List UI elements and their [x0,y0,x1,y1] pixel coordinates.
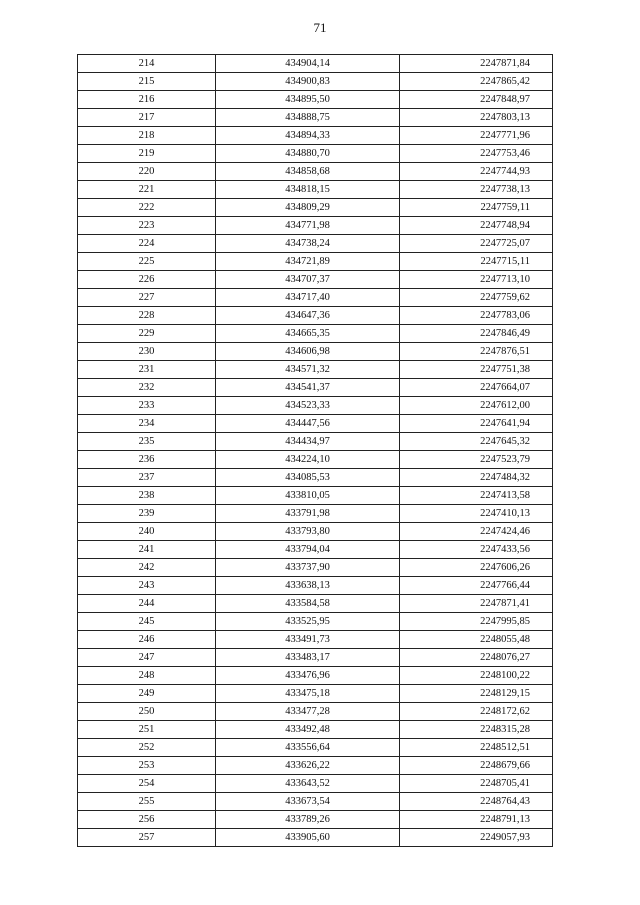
x-coordinate-cell: 433584,58 [216,595,400,613]
point-number-cell: 247 [78,649,216,667]
point-number-cell: 249 [78,685,216,703]
table-row [78,379,553,397]
x-coordinate-cell: 433491,73 [216,631,400,649]
point-number-cell: 229 [78,325,216,343]
x-coordinate-cell: 434809,29 [216,199,400,217]
x-coordinate-cell: 434571,32 [216,361,400,379]
point-number-cell: 236 [78,451,216,469]
table-row [78,397,553,415]
table-row [78,487,553,505]
y-coordinate-cell: 2248129,15 [400,685,553,703]
point-number-cell: 237 [78,469,216,487]
y-coordinate-cell: 2247748,94 [400,217,553,235]
point-number-cell: 224 [78,235,216,253]
table-row [78,685,553,703]
x-coordinate-cell: 433483,17 [216,649,400,667]
x-coordinate-cell: 434717,40 [216,289,400,307]
x-coordinate-cell: 434880,70 [216,145,400,163]
y-coordinate-cell: 2247848,97 [400,91,553,109]
y-coordinate-cell: 2247744,93 [400,163,553,181]
table-row [78,127,553,145]
y-coordinate-cell: 2247738,13 [400,181,553,199]
x-coordinate-cell: 434434,97 [216,433,400,451]
y-coordinate-cell: 2248764,43 [400,793,553,811]
y-coordinate-cell: 2248512,51 [400,739,553,757]
point-number-cell: 231 [78,361,216,379]
table-row [78,271,553,289]
table-row [78,811,553,829]
table-row [78,775,553,793]
y-coordinate-cell: 2247876,51 [400,343,553,361]
y-coordinate-cell: 2247766,44 [400,577,553,595]
page-number: 71 [313,20,327,35]
point-number-cell: 248 [78,667,216,685]
x-coordinate-cell: 433556,64 [216,739,400,757]
x-coordinate-cell: 434900,83 [216,73,400,91]
point-number-cell: 233 [78,397,216,415]
y-coordinate-cell: 2247410,13 [400,505,553,523]
x-coordinate-cell: 433789,26 [216,811,400,829]
y-coordinate-cell: 2248055,48 [400,631,553,649]
y-coordinate-cell: 2247871,41 [400,595,553,613]
point-number-cell: 230 [78,343,216,361]
point-number-cell: 254 [78,775,216,793]
x-coordinate-cell: 433793,80 [216,523,400,541]
table-row [78,325,553,343]
table-row [78,577,553,595]
table-row [78,199,553,217]
table-row [78,163,553,181]
x-coordinate-cell: 434894,33 [216,127,400,145]
table-row [78,649,553,667]
point-number-cell: 250 [78,703,216,721]
x-coordinate-cell: 434818,15 [216,181,400,199]
y-coordinate-cell: 2247871,84 [400,55,553,73]
point-number-cell: 251 [78,721,216,739]
y-coordinate-cell: 2247612,00 [400,397,553,415]
x-coordinate-cell: 433643,52 [216,775,400,793]
table-row [78,253,553,271]
x-coordinate-cell: 433525,95 [216,613,400,631]
table-row [78,595,553,613]
y-coordinate-cell: 2247715,11 [400,253,553,271]
table-row [78,721,553,739]
table-row [78,217,553,235]
table-row [78,703,553,721]
x-coordinate-cell: 433810,05 [216,487,400,505]
x-coordinate-cell: 433737,90 [216,559,400,577]
coordinates-table-body [78,55,553,847]
y-coordinate-cell: 2248705,41 [400,775,553,793]
x-coordinate-cell: 433791,98 [216,505,400,523]
table-row [78,181,553,199]
y-coordinate-cell: 2247664,07 [400,379,553,397]
point-number-cell: 222 [78,199,216,217]
x-coordinate-cell: 433476,96 [216,667,400,685]
point-number-cell: 235 [78,433,216,451]
point-number-cell: 241 [78,541,216,559]
point-number-cell: 246 [78,631,216,649]
y-coordinate-cell: 2248172,62 [400,703,553,721]
point-number-cell: 228 [78,307,216,325]
point-number-cell: 238 [78,487,216,505]
x-coordinate-cell: 434647,36 [216,307,400,325]
point-number-cell: 245 [78,613,216,631]
point-number-cell: 239 [78,505,216,523]
point-number-cell: 227 [78,289,216,307]
point-number-cell: 244 [78,595,216,613]
y-coordinate-cell: 2247846,49 [400,325,553,343]
point-number-cell: 242 [78,559,216,577]
point-number-cell: 257 [78,829,216,847]
x-coordinate-cell: 434721,89 [216,253,400,271]
x-coordinate-cell: 433477,28 [216,703,400,721]
x-coordinate-cell: 434888,75 [216,109,400,127]
x-coordinate-cell: 434707,37 [216,271,400,289]
y-coordinate-cell: 2247759,62 [400,289,553,307]
x-coordinate-cell: 433475,18 [216,685,400,703]
table-row [78,613,553,631]
y-coordinate-cell: 2247753,46 [400,145,553,163]
point-number-cell: 218 [78,127,216,145]
x-coordinate-cell: 434895,50 [216,91,400,109]
y-coordinate-cell: 2247759,11 [400,199,553,217]
x-coordinate-cell: 433905,60 [216,829,400,847]
table-row [78,415,553,433]
point-number-cell: 243 [78,577,216,595]
x-coordinate-cell: 434523,33 [216,397,400,415]
table-row [78,559,553,577]
point-number-cell: 216 [78,91,216,109]
x-coordinate-cell: 433638,13 [216,577,400,595]
x-coordinate-cell: 434606,98 [216,343,400,361]
point-number-cell: 232 [78,379,216,397]
table-row [78,91,553,109]
x-coordinate-cell: 433492,48 [216,721,400,739]
table-row [78,235,553,253]
y-coordinate-cell: 2248076,27 [400,649,553,667]
x-coordinate-cell: 434085,53 [216,469,400,487]
table-row [78,505,553,523]
point-number-cell: 215 [78,73,216,91]
x-coordinate-cell: 434541,37 [216,379,400,397]
table-row [78,361,553,379]
table-row [78,541,553,559]
y-coordinate-cell: 2247995,85 [400,613,553,631]
table-row [78,739,553,757]
y-coordinate-cell: 2247641,94 [400,415,553,433]
y-coordinate-cell: 2248791,13 [400,811,553,829]
coordinates-table [77,54,553,847]
table-row [78,433,553,451]
table-row [78,631,553,649]
point-number-cell: 220 [78,163,216,181]
x-coordinate-cell: 434771,98 [216,217,400,235]
y-coordinate-cell: 2247484,32 [400,469,553,487]
y-coordinate-cell: 2247433,56 [400,541,553,559]
y-coordinate-cell: 2247751,38 [400,361,553,379]
y-coordinate-cell: 2248679,66 [400,757,553,775]
y-coordinate-cell: 2247606,26 [400,559,553,577]
x-coordinate-cell: 434665,35 [216,325,400,343]
point-number-cell: 255 [78,793,216,811]
x-coordinate-cell: 434904,14 [216,55,400,73]
point-number-cell: 253 [78,757,216,775]
table-row [78,145,553,163]
table-row [78,343,553,361]
point-number-cell: 223 [78,217,216,235]
y-coordinate-cell: 2249057,93 [400,829,553,847]
y-coordinate-cell: 2247725,07 [400,235,553,253]
point-number-cell: 217 [78,109,216,127]
point-number-cell: 226 [78,271,216,289]
y-coordinate-cell: 2247645,32 [400,433,553,451]
table-row [78,307,553,325]
point-number-cell: 252 [78,739,216,757]
table-row [78,829,553,847]
point-number-cell: 221 [78,181,216,199]
x-coordinate-cell: 434224,10 [216,451,400,469]
y-coordinate-cell: 2247783,06 [400,307,553,325]
x-coordinate-cell: 433673,54 [216,793,400,811]
table-row [78,73,553,91]
table-row [78,757,553,775]
y-coordinate-cell: 2247865,42 [400,73,553,91]
table-row [78,451,553,469]
y-coordinate-cell: 2247713,10 [400,271,553,289]
point-number-cell: 225 [78,253,216,271]
point-number-cell: 219 [78,145,216,163]
table-row [78,523,553,541]
point-number-cell: 234 [78,415,216,433]
table-row [78,109,553,127]
x-coordinate-cell: 434858,68 [216,163,400,181]
table-row [78,55,553,73]
y-coordinate-cell: 2248315,28 [400,721,553,739]
x-coordinate-cell: 434738,24 [216,235,400,253]
y-coordinate-cell: 2247424,46 [400,523,553,541]
y-coordinate-cell: 2248100,22 [400,667,553,685]
point-number-cell: 240 [78,523,216,541]
x-coordinate-cell: 434447,56 [216,415,400,433]
x-coordinate-cell: 433626,22 [216,757,400,775]
x-coordinate-cell: 433794,04 [216,541,400,559]
table-row [78,793,553,811]
y-coordinate-cell: 2247771,96 [400,127,553,145]
y-coordinate-cell: 2247803,13 [400,109,553,127]
y-coordinate-cell: 2247523,79 [400,451,553,469]
point-number-cell: 214 [78,55,216,73]
table-row [78,289,553,307]
point-number-cell: 256 [78,811,216,829]
table-row [78,469,553,487]
y-coordinate-cell: 2247413,58 [400,487,553,505]
table-row [78,667,553,685]
